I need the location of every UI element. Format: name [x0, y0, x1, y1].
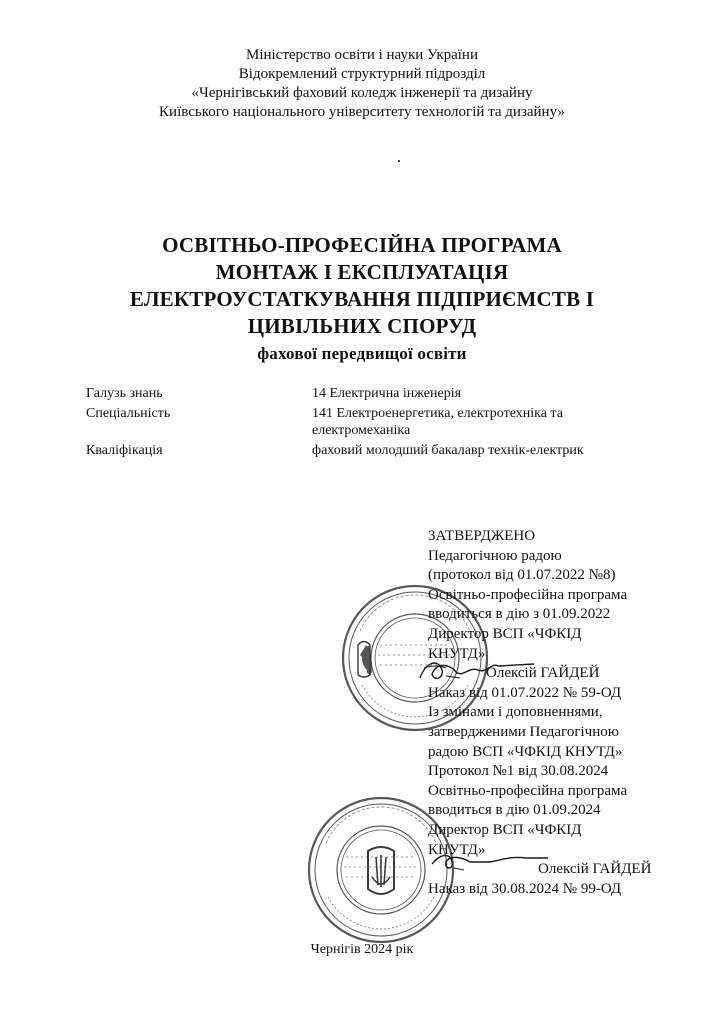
- title-line-4: ЦИВІЛЬНИХ СПОРУД: [247, 314, 477, 338]
- university-line: Київського національного університету технологій та дизайну»: [159, 104, 565, 120]
- title-line-1: ОСВІТНЬО-ПРОФЕСІЙНА ПРОГРАМА: [162, 233, 562, 257]
- director-name: Олексій ГАЙДЕЙ: [538, 861, 652, 878]
- place-year: Чернігів 2024 рік: [310, 942, 414, 957]
- approved-heading: ЗАТВЕРДЖЕНО: [428, 528, 536, 544]
- program-info: [86, 385, 686, 462]
- info-value: 141 Електроенергетика, електротехніка та електромеханіка: [312, 406, 563, 438]
- approval-line: вводиться в дію з 01.09.2022: [428, 606, 611, 623]
- subdivision-line: Відокремлений структурний підрозділ: [238, 66, 486, 82]
- approval-line: Протокол №1 від 30.08.2024: [428, 763, 609, 780]
- approval-line: затвердженими Педагогічною: [428, 723, 619, 740]
- approval-line: Педагогічною радою: [428, 547, 562, 564]
- college-line: «Чернігівський фаховий коледж інженерії та дизайну: [191, 85, 533, 101]
- approval-line: радою ВСП «ЧФКІД КНУТД»: [428, 743, 623, 760]
- info-value: 14 Електрична інженерія: [312, 386, 462, 401]
- scan-dot: [398, 160, 400, 162]
- ministry-header: [0, 46, 724, 122]
- approval-line: Директор ВСП «ЧФКІД: [428, 821, 582, 838]
- approval-line: Із змінами і доповненнями,: [428, 704, 603, 721]
- order-line: Наказ від 01.07.2022 № 59-ОД: [428, 684, 622, 701]
- program-title: [0, 232, 724, 366]
- order-line: Наказ від 30.08.2024 № 99-ОД: [428, 880, 622, 897]
- approval-line: КНУТД»: [428, 645, 486, 662]
- director-name: Олексій ГАЙДЕЙ: [486, 665, 600, 682]
- info-row-qualification: [86, 442, 686, 459]
- approval-line: КНУТД»: [428, 841, 486, 858]
- info-key: Галузь знань: [86, 386, 163, 401]
- title-subtitle: фахової передвищої освіти: [257, 344, 467, 363]
- title-line-2: МОНТАЖ І ЕКСПЛУАТАЦІЯ: [215, 260, 509, 284]
- info-value: фаховий молодший бакалавр технік-електрик: [312, 443, 584, 458]
- ministry-line: Міністерство освіти і науки України: [245, 47, 478, 63]
- approval-line: вводиться в дію 01.09.2024: [428, 802, 601, 819]
- approval-line: Освітньо-професійна програма: [428, 586, 628, 603]
- title-line-3: ЕЛЕКТРОУСТАТКУВАННЯ ПІДПРИЄМСТВ І: [129, 287, 595, 311]
- approval-line: (протокол від 01.07.2022 №8): [428, 567, 616, 584]
- info-row-field: [86, 385, 686, 402]
- info-key: Спеціальність: [86, 406, 171, 421]
- approval-line: Директор ВСП «ЧФКІД: [428, 625, 582, 642]
- signature-icon: [416, 648, 536, 686]
- info-row-specialty: [86, 405, 686, 439]
- signature-icon: [430, 840, 550, 876]
- info-key: Кваліфікація: [86, 443, 163, 458]
- approval-line: Освітньо-професійна програма: [428, 782, 628, 799]
